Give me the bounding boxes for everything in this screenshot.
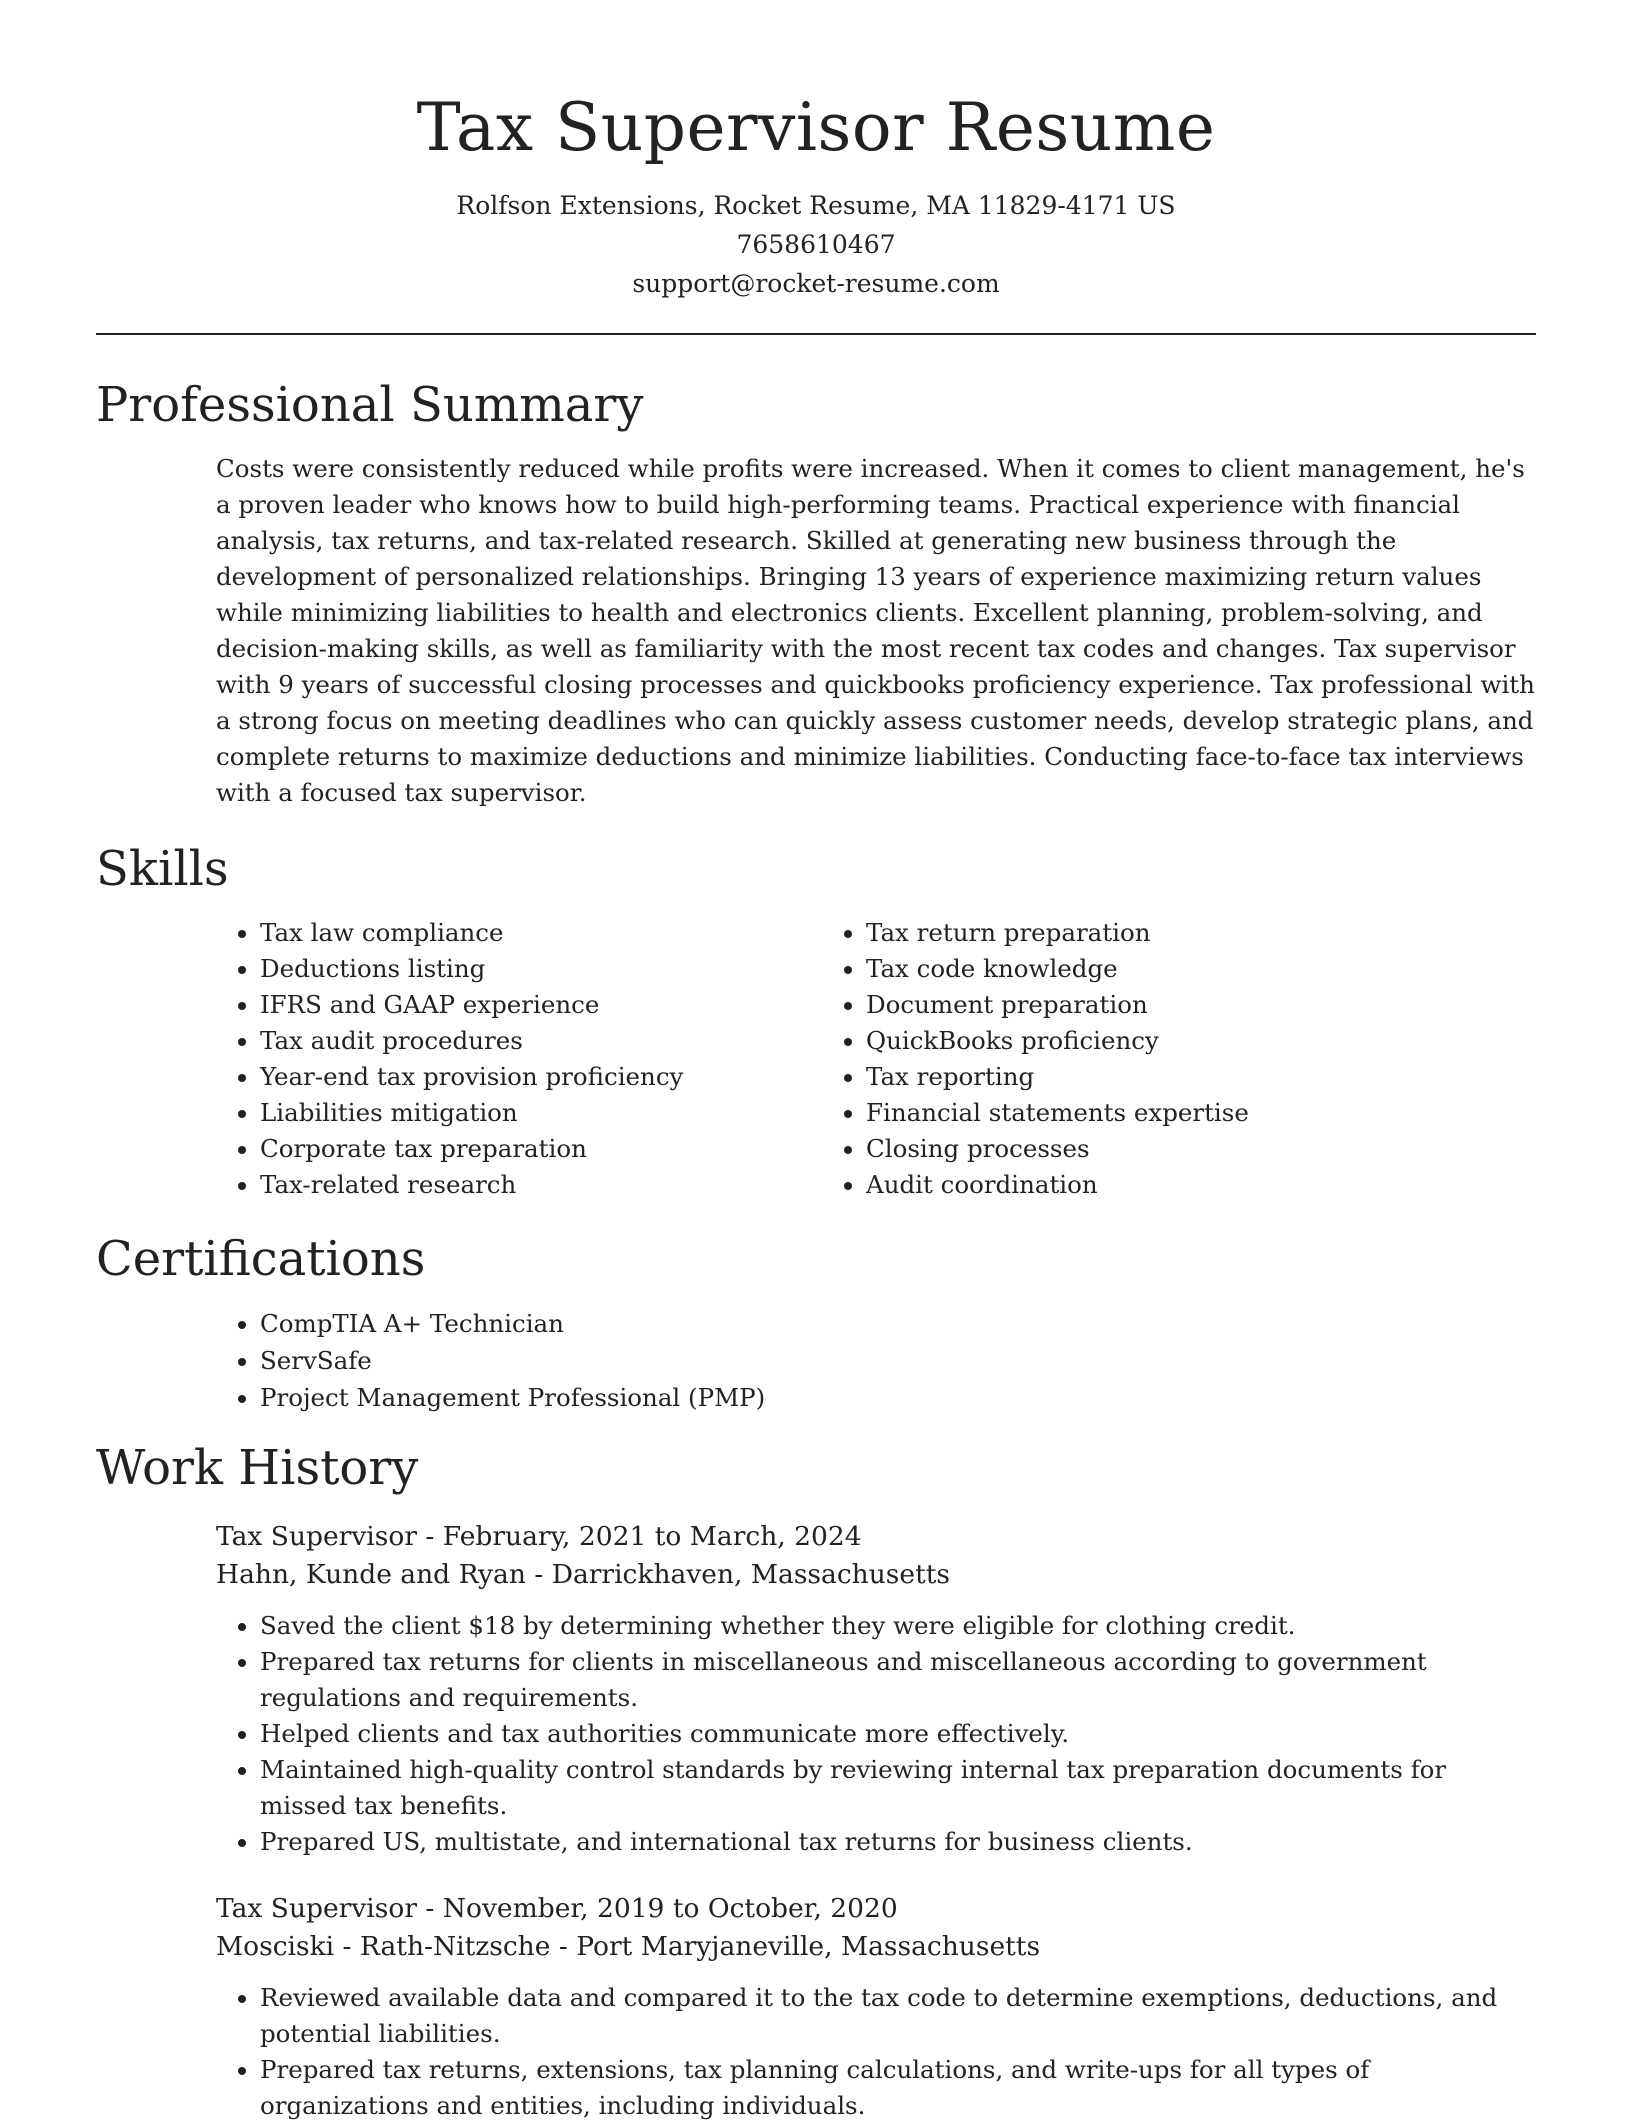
skill-item: • Year-end tax provision proficiency <box>260 1059 822 1095</box>
job-entry-2 <box>216 1890 1536 1966</box>
job-role-line <box>216 1890 1536 1928</box>
contact-address: Rolfson Extensions, Rocket Resume, MA 11829-4171 US <box>456 191 1176 220</box>
job-bullet: • Prepared tax returns for clients in miscellaneous and miscellaneous according to government regulations and requirements. <box>260 1644 1538 1716</box>
resume-title: Tax Supervisor Resume <box>416 89 1216 166</box>
job-role: Tax Supervisor <box>216 1893 417 1924</box>
job-bullet: • Reviewed available data and compared it to the tax code to determine exemptions, deductions, and potential liabilities. <box>260 1980 1538 2052</box>
job-location: - Port Maryjaneville, Massachusetts <box>550 1931 1041 1962</box>
job-company-line <box>216 1928 1536 1966</box>
section-title-work-history: Work History <box>96 1440 419 1496</box>
job-location: - Darrickhaven, Massachusetts <box>525 1559 950 1590</box>
job-bullet: • Saved the client $18 by determining whether they were eligible for clothing credit. <box>260 1608 1538 1644</box>
section-title-certifications: Certifications <box>96 1231 426 1287</box>
skills-list <box>216 915 1536 1203</box>
certification-item: • Project Management Professional (PMP) <box>260 1379 1536 1416</box>
section-title-summary: Professional Summary <box>96 377 644 433</box>
certification-item: • CompTIA A+ Technician <box>260 1305 1536 1342</box>
skill-item: • Audit coordination <box>866 1167 1249 1203</box>
skill-item: • Tax reporting <box>866 1059 1249 1095</box>
contact-email: support@rocket-resume.com <box>632 269 1000 298</box>
section-title-skills: Skills <box>96 841 229 897</box>
skill-item: • QuickBooks proficiency <box>866 1023 1249 1059</box>
header-divider <box>96 333 1536 335</box>
summary-text: Costs were consistently reduced while profits were increased. When it comes to client management, he's a proven leader who knows how to build high-performing teams. Practical experience with financial analysis, tax returns, and tax-related research. Skilled at generating new business through the development of personalized relationships. Bringing 13 years of experience maximizing return values while minimizing liabilities to health and electronics clients. Excellent planning, problem-solving, and decision-making skills, as well as familiarity with the most recent tax codes and changes. Tax supervisor with 9 years of successful closing processes and quickbooks proficiency experience. Tax professional with a strong focus on meeting deadlines who can quickly assess customer needs, develop strategic plans, and complete returns to maximize deductions and minimize liabilities. Conducting face-to-face tax interviews with a focused tax supervisor. <box>216 454 1535 807</box>
job-role: Tax Supervisor <box>216 1521 417 1552</box>
skill-item: • Closing processes <box>866 1131 1249 1167</box>
skills-column-2 <box>822 915 1249 1203</box>
job-bullet: • Helped clients and tax authorities communicate more effectively. <box>260 1716 1538 1752</box>
skill-item: • Tax code knowledge <box>866 951 1249 987</box>
skill-item: • Tax return preparation <box>866 915 1249 951</box>
job-entry-1 <box>216 1518 1536 1594</box>
job-dates: - February, 2021 to March, 2024 <box>417 1521 862 1552</box>
contact-block <box>96 186 1536 303</box>
skill-item: • Financial statements expertise <box>866 1095 1249 1131</box>
job-bullet: • Prepared US, multistate, and international tax returns for business clients. <box>260 1824 1538 1860</box>
skill-item: • Tax audit procedures <box>260 1023 822 1059</box>
resume-page <box>96 0 1536 2124</box>
certifications-list <box>216 1305 1536 1416</box>
skill-item: • Document preparation <box>866 987 1249 1023</box>
skill-item: • Tax-related research <box>260 1167 822 1203</box>
resume-header <box>96 0 1536 303</box>
job-company-line <box>216 1556 1536 1594</box>
skill-item: • Liabilities mitigation <box>260 1095 822 1131</box>
job-bullet: • Prepared tax returns, extensions, tax planning calculations, and write-ups for all types of organizations and entities, including individuals. <box>260 2052 1538 2124</box>
skill-item: • IFRS and GAAP experience <box>260 987 822 1023</box>
skill-item: • Tax law compliance <box>260 915 822 951</box>
certification-item: • ServSafe <box>260 1342 1536 1379</box>
job-dates: - November, 2019 to October, 2020 <box>417 1893 898 1924</box>
skill-item: • Corporate tax preparation <box>260 1131 822 1167</box>
contact-phone: 7658610467 <box>736 230 896 259</box>
skills-column-1 <box>216 915 822 1203</box>
skill-item: • Deductions listing <box>260 951 822 987</box>
job-company: Mosciski - Rath-Nitzsche <box>216 1931 551 1962</box>
job-1-bullets <box>216 1608 1538 1860</box>
job-bullet: • Maintained high-quality control standards by reviewing internal tax preparation documents for missed tax benefits. <box>260 1752 1538 1824</box>
job-role-line <box>216 1518 1536 1556</box>
job-company: Hahn, Kunde and Ryan <box>216 1559 526 1590</box>
job-2-bullets <box>216 1980 1538 2124</box>
